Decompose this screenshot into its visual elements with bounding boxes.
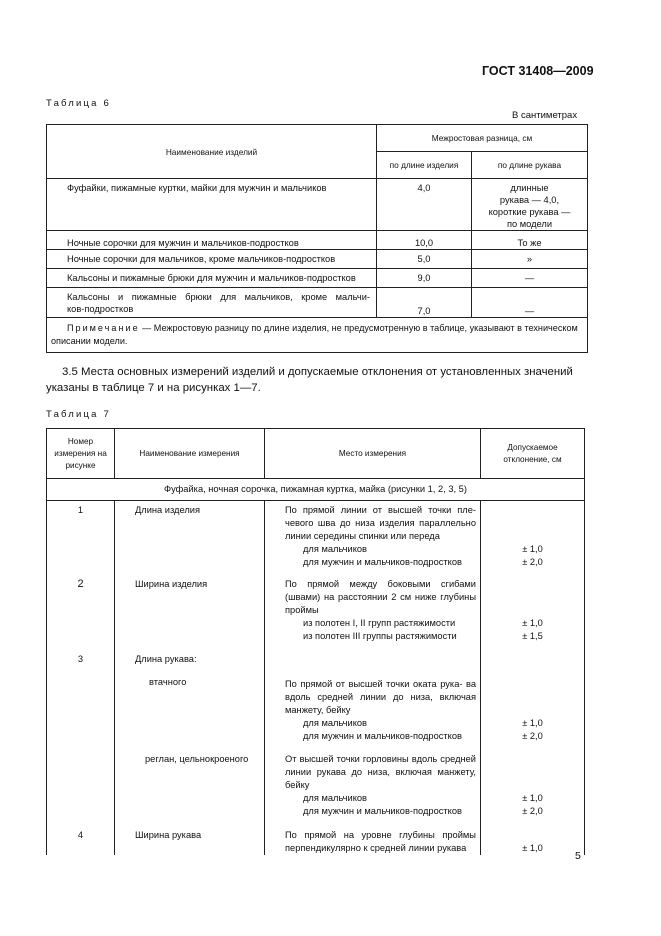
table-row: 3 Длина рукава:: [47, 643, 585, 666]
col-header-place: Место измерения: [265, 429, 481, 479]
col-header-tol: Допускаемое отклонение, см: [481, 429, 585, 479]
col-header-name: Наименование изделий: [47, 125, 377, 179]
col-header-length: по длине изделия: [377, 152, 472, 179]
section-paragraph: 3.5 Места основных измерений изделий и допускаемые отклонения от установленных значений указаны в таблице 7 и на рисунках 1—7.: [46, 366, 573, 394]
table6-units: В сантиметрах: [512, 110, 578, 121]
standard-number: ГОСТ 31408—2009: [482, 64, 594, 78]
table-row: Кальсоны и пижамные брюки для мальчиков, кроме мальчи- ков-подростков 7,0 —: [47, 288, 588, 318]
table-row: 4 Ширина рукава По прямой на уровне глубины проймы перпендикулярно к средней линии рукава ± 1,0: [47, 818, 585, 855]
table7-caption: Таблица 7: [46, 409, 111, 420]
table-note-row: [47, 318, 588, 353]
table6-caption: Таблица 6: [46, 98, 111, 109]
table-row: реглан, цельнокроеного От высшей точки горловины вдоль средней линии рукава до низа, включая манжету, бейку для мальчиков для мужчин и мальчиков-подростков ± 1,0 ± 2,0: [47, 743, 585, 818]
table-row: Ночные сорочки для мальчиков, кроме мальчиков-подростков 5,0 »: [47, 250, 588, 269]
table-6: [46, 124, 588, 353]
table-row: Фуфайки, пижамные куртки, майки для мужчин и мальчиков 4,0 длинные рукава — 4,0, короткие рукава — по модели: [47, 179, 588, 231]
note-text: — Межростовую разницу по длине изделия, не предусмотренную в таблице, указывают в техническом описании модели.: [51, 323, 578, 346]
page-number: 5: [575, 850, 581, 862]
col-header-num: Номер измерения на рисунке: [47, 429, 115, 479]
col-header-sleeve: по длине рукава: [472, 152, 588, 179]
table-row: Кальсоны и пижамные брюки для мужчин и мальчиков-подростков 9,0 —: [47, 269, 588, 288]
table-row: втачного По прямой от высшей точки оката рука- ва вдоль средней линии до низа, включая манжету, бейку для мальчиков для мужчин и мальчиков-подростков ± 1,0 ± 2,0: [47, 666, 585, 743]
table-row: 1 Длина изделия По прямой линии от высшей точки пле- чевого шва до низа изделия параллельно линии середины спинки или переда для мальчиков для мужчин и мальчиков-подростков ± 1,0 ± 2,0: [47, 501, 585, 570]
table-row: 2 Ширина изделия По прямой между боковыми сгибами (швами) на расстоянии 2 см ниже глубины проймы из полотен I, II групп растяжимости из полотен III группы растяжимости ± 1,0 ± 1,5: [47, 569, 585, 643]
table-7: [46, 428, 585, 855]
col-header-name: Наименование измерения: [115, 429, 265, 479]
col-header-diff: Межростовая разница, см: [377, 125, 588, 152]
table-row: Ночные сорочки для мужчин и мальчиков-подростков 10,0 То же: [47, 231, 588, 250]
note-label: Примечание: [67, 323, 140, 333]
table-section-row: Фуфайка, ночная сорочка, пижамная куртка, майка (рисунки 1, 2, 3, 5): [47, 479, 585, 501]
